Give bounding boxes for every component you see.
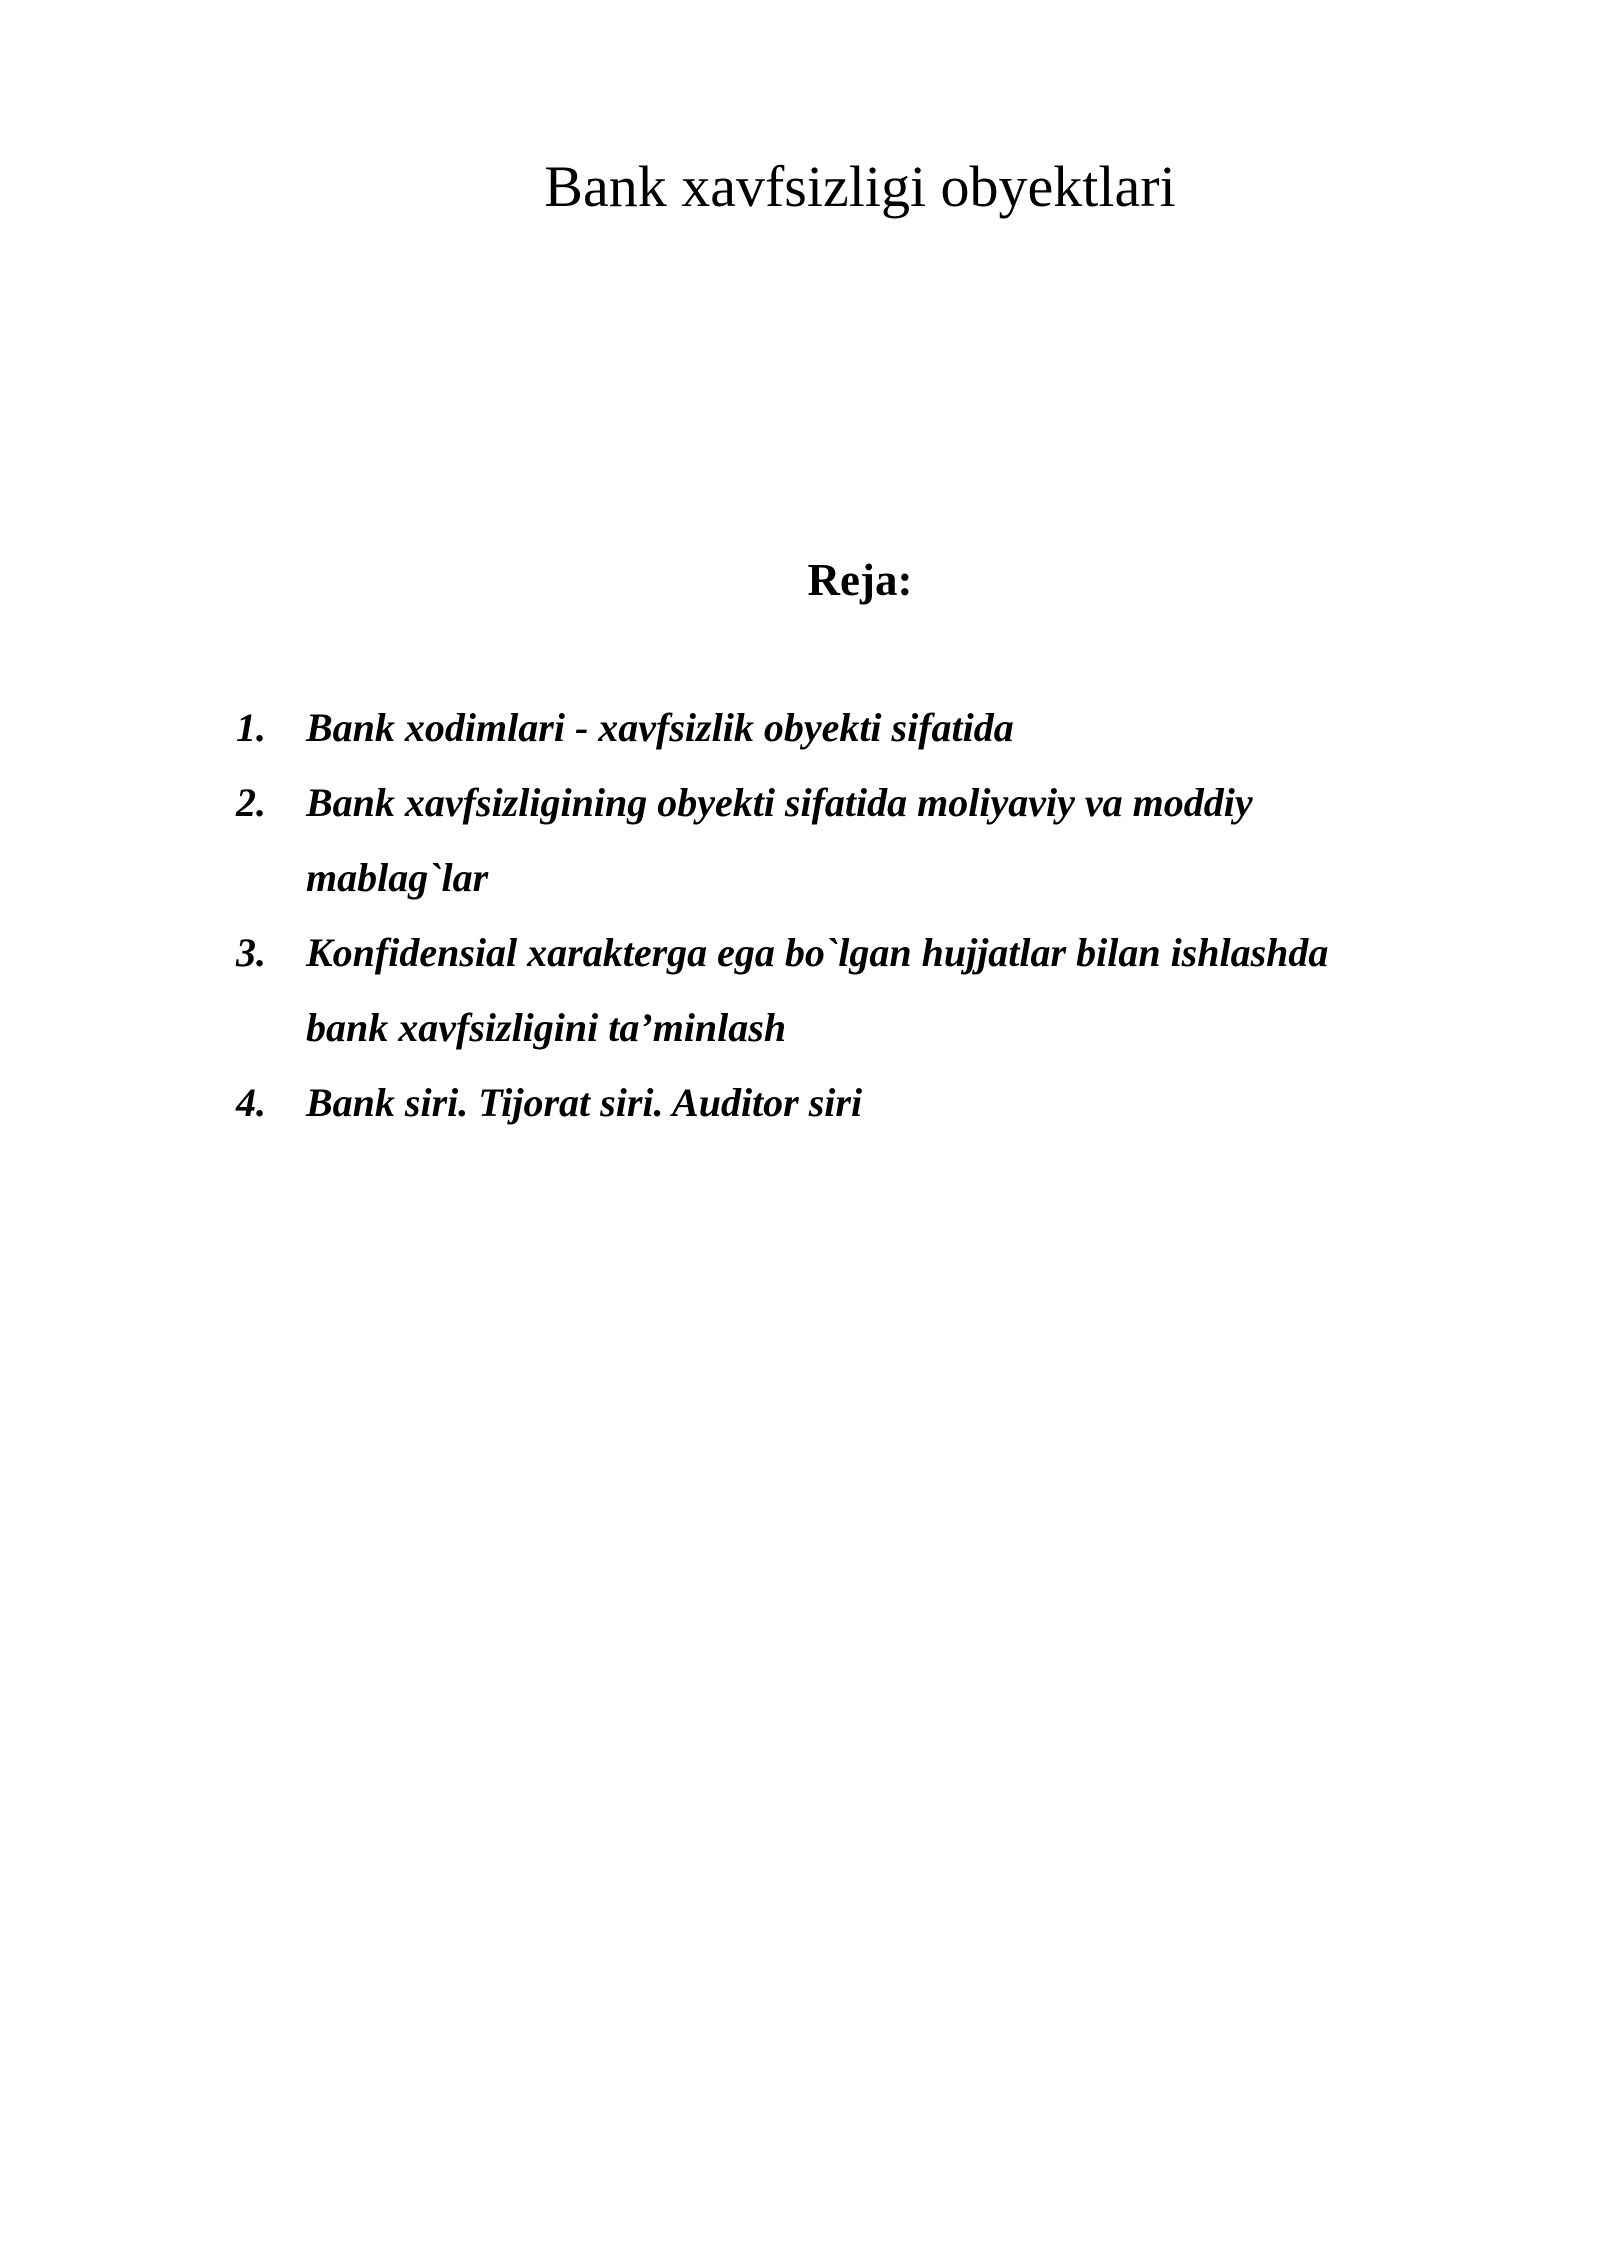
plan-item-line: Bank siri. Tijorat siri. Auditor siri — [306, 1080, 863, 1125]
plan-item-number: 1. — [236, 705, 266, 750]
plan-item-2 — [236, 765, 1436, 915]
plan-item-number: 2. — [236, 780, 266, 825]
plan-item-line: bank xavfsizligini ta’minlash — [306, 1005, 787, 1050]
plan-item-text — [306, 915, 1436, 1065]
plan-item-line: Konfidensial xarakterga ega bo`lgan hujjatlar bilan ishlashda — [306, 930, 1329, 975]
plan-item-number: 3. — [236, 930, 266, 975]
plan-item-text — [306, 690, 1436, 765]
plan-item-line: Bank xodimlari - xavfsizlik obyekti sifatida — [306, 705, 1014, 750]
plan-item-1 — [236, 690, 1436, 765]
page-title: Bank xavfsizligi obyektlari — [544, 154, 1176, 219]
plan-item-number: 4. — [236, 1080, 266, 1125]
plan-item-line: mablag`lar — [306, 855, 489, 900]
plan-item-text — [306, 1065, 1436, 1140]
plan-item-4 — [236, 1065, 1436, 1140]
plan-item-3 — [236, 915, 1436, 1065]
plan-list — [236, 690, 1436, 1140]
plan-item-line: Bank xavfsizligining obyekti sifatida moliyaviy va moddiy — [306, 780, 1253, 825]
plan-heading: Reja: — [807, 555, 913, 605]
plan-item-text — [306, 765, 1436, 915]
